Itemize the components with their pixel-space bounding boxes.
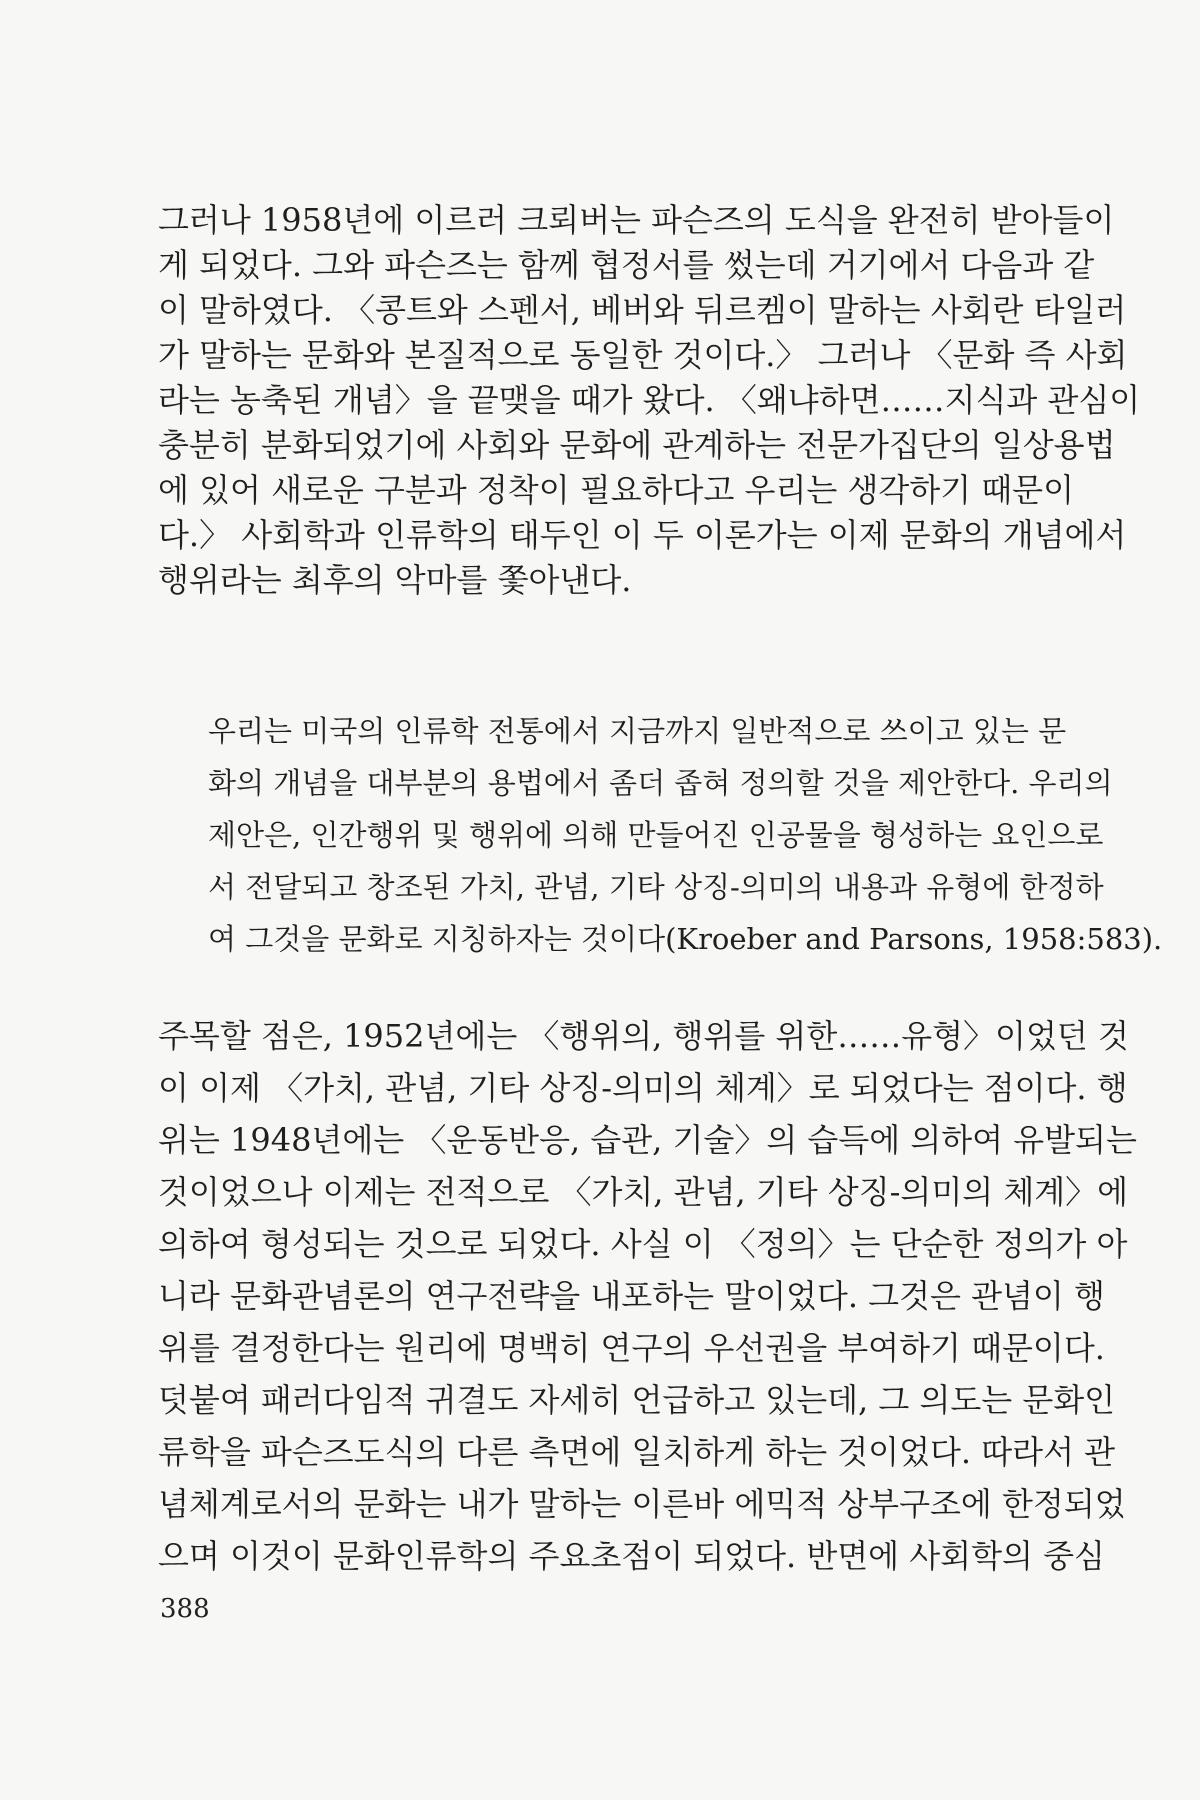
text-line: 념체계로서의 문화는 내가 말하는 이른바 에믹적 상부구조에 한정되었 xyxy=(158,1485,1126,1523)
text-line: 에 있어 새로운 구분과 정착이 필요하다고 우리는 생각하기 때문이 xyxy=(158,471,1075,509)
quote-line: 제안은, 인간행위 및 행위에 의해 만들어진 인공물을 형성하는 요인으로 xyxy=(208,818,1104,852)
text-line: 충분히 분화되었기에 사회와 문화에 관계하는 전문가집단의 일상용법 xyxy=(158,426,1116,464)
text-line: 라는 농축된 개념〉을 끝맺을 때가 왔다. 〈왜냐하면……지식과 관심이 xyxy=(158,381,1141,419)
quote-line: 우리는 미국의 인류학 전통에서 지금까지 일반적으로 쓰이고 있는 문 xyxy=(208,714,1067,748)
text-line: 게 되었다. 그와 파슨즈는 함께 협정서를 썼는데 거기에서 다음과 같 xyxy=(158,246,1095,284)
text-line: 주목할 점은, 1952년에는 〈행위의, 행위를 위한……유형〉이었던 것 xyxy=(158,1017,1129,1055)
quote-line: 서 전달되고 창조된 가치, 관념, 기타 상징-의미의 내용과 유형에 한정하 xyxy=(208,870,1104,904)
quote-line: 여 그것을 문화로 지칭하자는 것이다(Kroeber and Parsons, 1958:583). xyxy=(208,922,1163,956)
quote-line: 화의 개념을 대부분의 용법에서 좀더 좁혀 정의할 것을 제안한다. 우리의 xyxy=(208,766,1113,800)
text-line: 니라 문화관념론의 연구전략을 내포하는 말이었다. 그것은 관념이 행 xyxy=(158,1277,1105,1315)
text-line: 의하여 형성되는 것으로 되었다. 사실 이 〈정의〉는 단순한 정의가 아 xyxy=(158,1225,1128,1263)
text-line: 그러나 1958년에 이르러 크뢰버는 파슨즈의 도식을 완전히 받아들이 xyxy=(158,201,1115,239)
block-quote xyxy=(208,705,1163,965)
text-line: 행위라는 최후의 악마를 쫓아낸다. xyxy=(158,561,632,599)
text-line: 이 이제 〈가치, 관념, 기타 상징-의미의 체계〉로 되었다는 점이다. 행 xyxy=(158,1069,1128,1107)
text-line: 위는 1948년에는 〈운동반응, 습관, 기술〉의 습득에 의하여 유발되는 xyxy=(158,1121,1137,1159)
text-line: 으며 이것이 문화인류학의 주요초점이 되었다. 반면에 사회학의 중심 xyxy=(158,1537,1105,1575)
text-line: 가 말하는 문화와 본질적으로 동일한 것이다.〉 그러나 〈문화 즉 사회 xyxy=(158,336,1128,374)
page-number: 388 xyxy=(160,1594,210,1624)
text-line: 다.〉 사회학과 인류학의 태두인 이 두 이론가는 이제 문화의 개념에서 xyxy=(158,516,1127,554)
text-line: 류학을 파슨즈도식의 다른 측면에 일치하게 하는 것이었다. 따라서 관 xyxy=(158,1433,1116,1471)
text-line: 이 말하였다. 〈콩트와 스펜서, 베버와 뒤르켐이 말하는 사회란 타일러 xyxy=(158,291,1127,329)
paragraph-1 xyxy=(158,198,1141,603)
paragraph-2 xyxy=(158,1010,1137,1582)
text-line: 덧붙여 패러다임적 귀결도 자세히 언급하고 있는데, 그 의도는 문화인 xyxy=(158,1381,1116,1419)
text-line: 것이었으나 이제는 전적으로 〈가치, 관념, 기타 상징-의미의 체계〉에 xyxy=(158,1173,1129,1211)
text-line: 위를 결정한다는 원리에 명백히 연구의 우선권을 부여하기 때문이다. xyxy=(158,1329,1105,1367)
